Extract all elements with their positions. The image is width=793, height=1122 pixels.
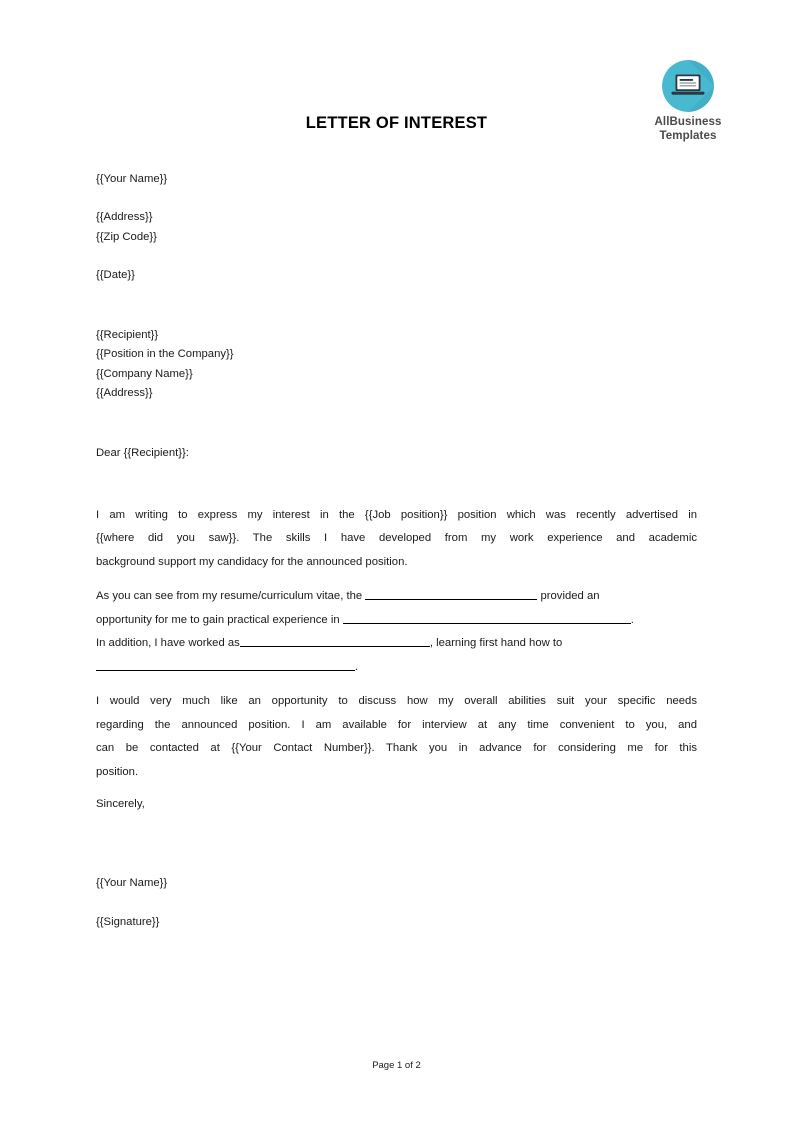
sender-zip-code: {{Zip Code}}: [96, 230, 157, 243]
experience-line2-text-before: opportunity for me to gain practical experience in: [96, 613, 340, 626]
experience-line1-text-after: provided an: [540, 590, 600, 603]
logo-text-line2: Templates: [659, 129, 717, 142]
sender-name: {{Your Name}}: [96, 173, 168, 185]
paragraph-experience-line-3: [96, 632, 697, 656]
experience-line1-text-before: As you can see from my resume/curriculum vitae, the: [96, 590, 363, 603]
laptop-icon: [662, 60, 714, 112]
paragraph-experience-line-2: [96, 609, 697, 633]
paragraph-experience-line-1: [96, 585, 697, 609]
experience-line3-text-after: , learning first hand how to: [429, 637, 563, 650]
closing-request-line-1: I would very much like an opportunity to discuss how my overall abilities suit your specific needs: [96, 695, 697, 708]
paragraph-experience-line-4: [96, 656, 697, 680]
letter-date: {{Date}}: [96, 268, 135, 281]
recipient-position: {{Position in the Company}}: [96, 348, 234, 361]
closing-request-line-3: can be contacted at {{Your Contact Number}}. Thank you in advance for considering me for this: [96, 742, 697, 755]
salutation: Dear {{Recipient}}:: [96, 447, 189, 460]
paragraph-intro-line-1: I am writing to express my interest in the {{Job position}} position which was recently advertised in: [96, 508, 697, 521]
blank-field-1[interactable]: [365, 588, 537, 600]
paragraph-experience: [96, 585, 697, 679]
sign-off: Sincerely,: [96, 798, 145, 811]
logo-text-line1: AllBusiness: [654, 116, 722, 128]
closing-request-line-4: position.: [96, 765, 139, 778]
blank-field-2[interactable]: [343, 612, 631, 624]
experience-line4-text-after: .: [355, 660, 359, 673]
sender-address: {{Address}}: [96, 211, 153, 224]
paragraph-intro-line-3: background support my candidacy for the announced position.: [96, 555, 408, 568]
page-footer: Page 1 of 2: [372, 1060, 421, 1071]
signature-placeholder: {{Signature}}: [96, 915, 160, 928]
experience-line2-text-after: .: [630, 613, 634, 626]
paragraph-intro: [96, 504, 697, 575]
paragraph-intro-line-2: {{where did you saw}}. The skills I have developed from my work experience and academic: [96, 532, 697, 545]
paragraph-closing-request: [96, 690, 697, 784]
recipient-name: {{Recipient}}: [96, 329, 159, 342]
blank-field-3[interactable]: [240, 635, 430, 647]
closing-request-line-2: regarding the announced position. I am available for interview at any time convenient to you, and: [96, 718, 697, 731]
recipient-company: {{Company Name}}: [96, 367, 193, 380]
experience-line3-text-before: In addition, I have worked as: [96, 637, 240, 650]
recipient-address: {{Address}}: [96, 387, 153, 400]
page-title: LETTER OF INTEREST: [305, 114, 488, 132]
letter-body: [96, 170, 697, 932]
blank-field-4[interactable]: [96, 659, 355, 671]
closing-name: {{Your Name}}: [96, 877, 168, 890]
